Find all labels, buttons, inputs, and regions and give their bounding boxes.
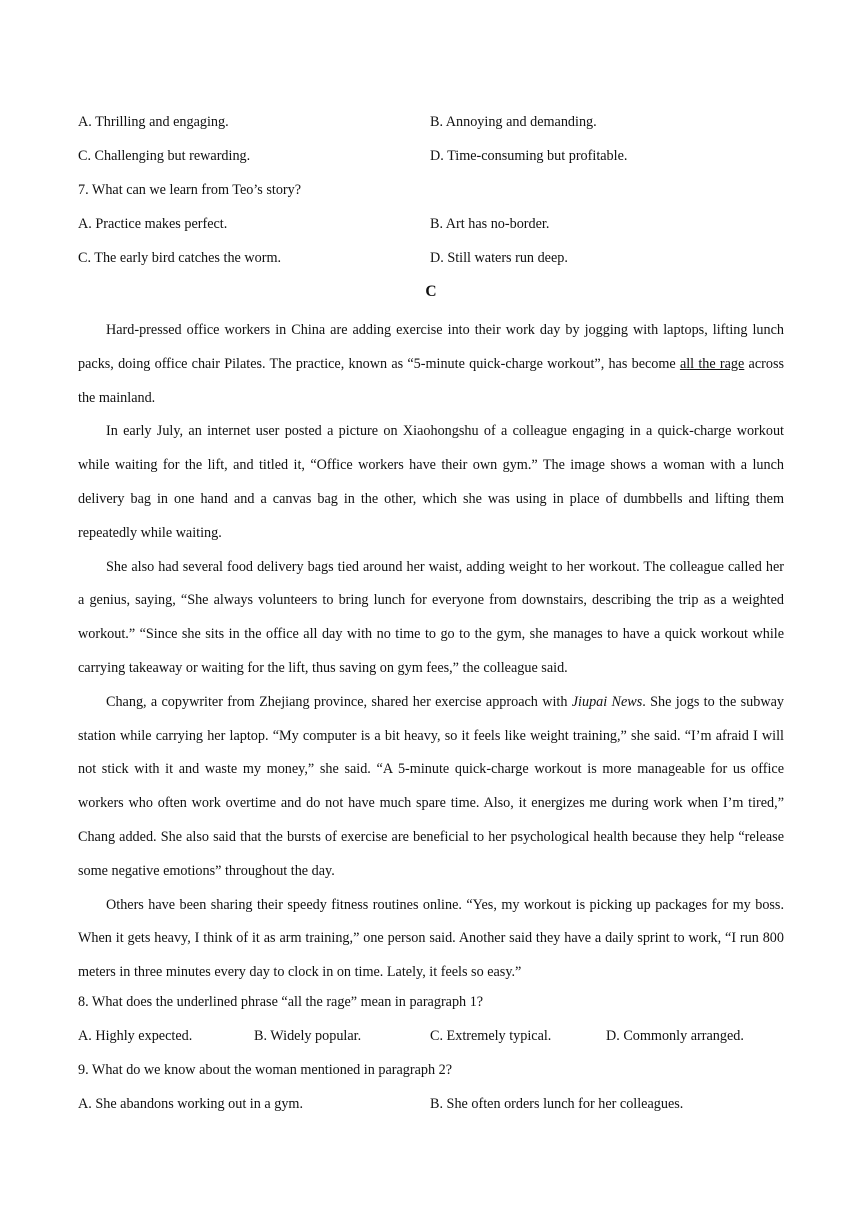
passage-paragraph-3: She also had several food delivery bags tied around her waist, adding weight to her workout. The colleague called her a genius, saying, “She always volunteers to bring lunch for everyone from downstairs, describing the trip as a weighted workout.” “Since she sits in the office all day with no time to go to the gym, she manages to have a quick workout while carrying takeaway or waiting for the lift, thus saving on gym fees,” the colleague said. <box>78 558 784 676</box>
q8-stem: 8. What does the underlined phrase “all the rage” mean in paragraph 1? <box>78 993 484 1010</box>
passage-paragraph-4 <box>78 686 784 889</box>
q6-option-c: C. Challenging but rewarding. <box>78 148 251 164</box>
q8-option-d: D. Commonly arranged. <box>606 1027 744 1044</box>
q8-option-b: B. Widely popular. <box>254 1027 362 1044</box>
q6-option-d: D. Time-consuming but profitable. <box>430 148 628 164</box>
exam-page-content <box>78 110 784 1126</box>
p4-text-after: . She jogs to the subway station while carrying her laptop. “My computer is a bit heavy, so it feels like weight training,” she said. “I’m afraid I will not stick with it and waste my money,” she said. “A 5-minute quick-charge workout is more manageable for us office workers who often work overtime and do not have much spare time. Also, it energizes me during work when I’m tired,” Chang added. She also said that the bursts of exercise are beneficial to her psychological health because they help “release some negative emotions” throughout the day. <box>78 693 784 879</box>
q8-option-a: A. Highly expected. <box>78 1027 193 1044</box>
passage-paragraph-1 <box>78 314 784 415</box>
q7-option-d: D. Still waters run deep. <box>430 250 568 266</box>
publication-name: Jiupai News <box>571 693 643 710</box>
section-c-heading: C <box>425 283 437 300</box>
q7-option-b: B. Art has no-border. <box>430 216 550 232</box>
p4-text-before: Chang, a copywriter from Zhejiang province, shared her exercise approach with <box>106 693 572 710</box>
q6-options-row-2 <box>78 144 784 178</box>
q6-option-a: A. Thrilling and engaging. <box>78 114 229 130</box>
q8-option-c: C. Extremely typical. <box>430 1027 552 1044</box>
q7-options-row-2 <box>78 246 784 280</box>
q6-options-row-1 <box>78 110 784 144</box>
q9-option-b: B. She often orders lunch for her colleagues. <box>430 1095 684 1112</box>
q7-stem: 7. What can we learn from Teo’s story? <box>78 182 302 198</box>
q9-options-row-1 <box>78 1092 784 1126</box>
passage-paragraph-5: Others have been sharing their speedy fitness routines online. “Yes, my workout is picking up packages for my boss. When it gets heavy, I think of it as arm training,” one person said. Another said they have a daily sprint to work, “I run 800 meters in three minutes every day to clock in on time. Lately, it feels so easy.” <box>78 896 784 981</box>
q6-option-b: B. Annoying and demanding. <box>430 114 597 130</box>
q9-stem: 9. What do we know about the woman mentioned in paragraph 2? <box>78 1061 453 1078</box>
q7-option-a: A. Practice makes perfect. <box>78 216 228 232</box>
q7-option-c: C. The early bird catches the worm. <box>78 250 282 266</box>
q8-options-row <box>78 1024 784 1058</box>
passage-paragraph-2: In early July, an internet user posted a picture on Xiaohongshu of a colleague engaging in a quick-charge workout while waiting for the lift, and titled it, “Office workers have their own gym.” The image shows a woman with a lunch delivery bag in one hand and a canvas bag in the other, which she was using in place of dumbbells and lifting them repeatedly while waiting. <box>78 423 784 541</box>
q9-option-a: A. She abandons working out in a gym. <box>78 1095 304 1112</box>
p1-text-before: Hard-pressed office workers in China are adding exercise into their work day by jogging with laptops, lifting lunch packs, doing office chair Pilates. The practice, known as “5-minute quick-charge workout”, has become <box>78 322 784 372</box>
q7-options-row-1 <box>78 212 784 246</box>
p1-text-after: across the mainland. <box>78 355 784 406</box>
underlined-phrase: all the rage <box>679 355 745 372</box>
